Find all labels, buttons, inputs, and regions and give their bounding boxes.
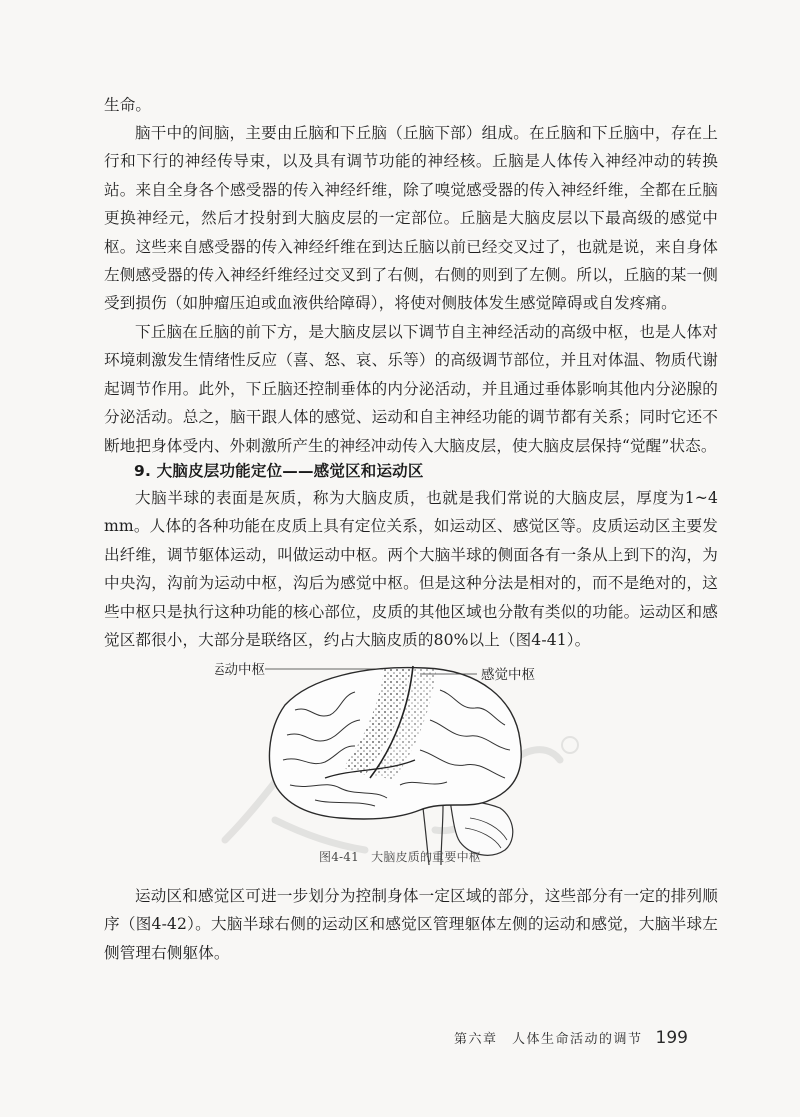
label-motor-center: 运动中枢 [215, 662, 265, 678]
paragraph-motor-sensory-order: 运动区和感觉区可进一步划分为控制身体一定区域的部分，这些部分有一定的排列顺序（图4-42）。大脑半球右侧的运动区和感觉区管理躯体左侧的运动和感觉，大脑半球左侧管理右侧躯体。 [104, 887, 718, 962]
label-sensory-center: 感觉中枢 [481, 667, 535, 683]
page-footer [454, 1028, 688, 1048]
paragraph-diencephalon: 脑干中的间脑，主要由丘脑和下丘脑（丘脑下部）组成。在丘脑和下丘脑中，存在上行和下行的神经传导束，以及具有调节功能的神经核。丘脑是人体传入神经冲动的转换站。来自全身各个感受器的传入神经纤维，除了嗅觉感受器的传入神经纤维，全都在丘脑更换神经元，然后才投射到大脑皮层的一定部位。丘脑是大脑皮层以下最高级的感觉中枢。这些来自感受器的传入神经纤维在到达丘脑以前已经交叉过了，也就是说，来自身体左侧感受器的传入神经纤维经过交叉到了右侧，右侧的则到了左侧。所以，丘脑的某一侧受到损伤（如肿瘤压迫或血液供给障碍），将使对侧肢体发生感觉障碍或自发疼痛。 [104, 124, 718, 313]
figure-caption: 图4-41 大脑皮质的重要中枢 [319, 850, 481, 864]
section-heading: 9. 大脑皮层功能定位——感觉区和运动区 [134, 462, 424, 480]
chapter-title: 第六章 人体生命活动的调节 [453, 1032, 643, 1047]
brain-diagram [215, 650, 585, 870]
brain-figure [215, 650, 585, 870]
cerebellum [450, 800, 513, 855]
page-number: 199 [655, 1028, 688, 1048]
paragraph-cortex-localization: 大脑半球的表面是灰质，称为大脑皮质，也就是我们常说的大脑皮层，厚度为1~4 mm。人体的各种功能在皮质上具有定位关系，如运动区、感觉区等。皮质运动区主要发出纤维，调节躯体运动，叫做运动中枢。两个大脑半球的侧面各有一条从上到下的沟，为中央沟，沟前为运动中枢，沟后为感觉中枢。但是这种分法是相对的，而不是绝对的，这些中枢只是执行这种功能的核心部位，皮质的其他区域也分散有类似的功能。运动区和感觉区都很小，大部分是联络区，约占大脑皮质的80%以上（图4-41）。 [104, 489, 718, 650]
paragraph-hypothalamus: 下丘脑在丘脑的前下方，是大脑皮层以下调节自主神经活动的高级中枢，也是人体对环境刺激发生情绪性反应（喜、怒、哀、乐等）的高级调节部位，并且对体温、物质代谢起调节作用。此外，下丘脑还控制垂体的内分泌活动，并且通过垂体影响其他内分泌腺的分泌活动。总之，脑干跟人体的感觉、运动和自主神经功能的调节都有关系；同时它还不断地把身体受内、外刺激所产生的神经冲动传入大脑皮层，使大脑皮层保持“觉醒”状态。 [104, 323, 718, 455]
paragraph-continuation: 生命。 [104, 96, 152, 114]
